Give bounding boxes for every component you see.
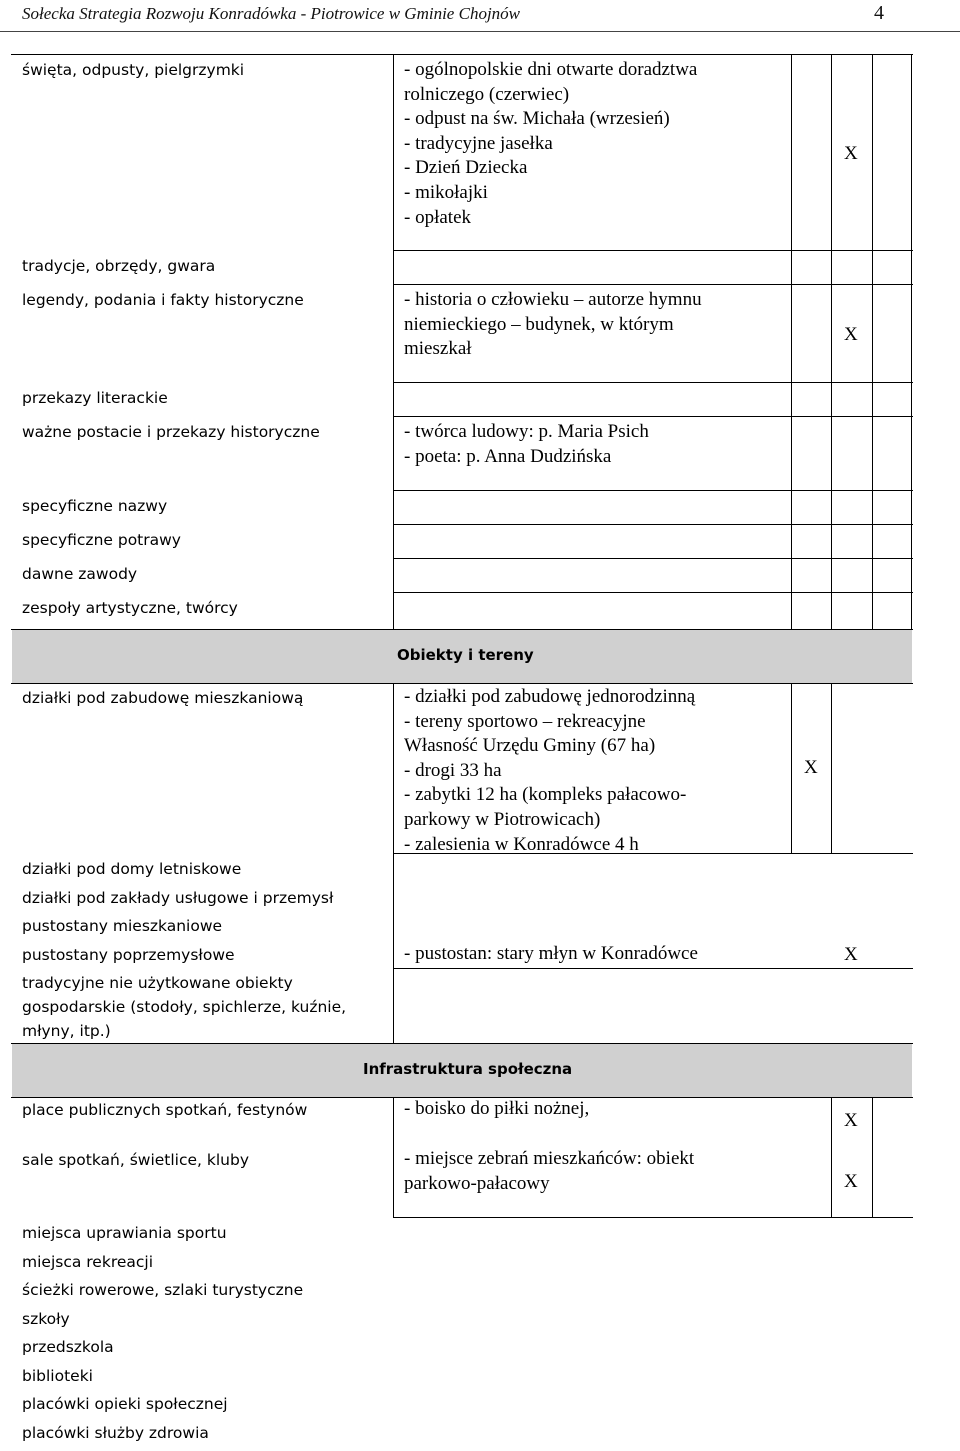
row-label: sale spotkań, świetlice, kluby	[22, 1151, 250, 1169]
row-label: przekazy literackie	[22, 389, 168, 407]
grid-line	[393, 592, 913, 593]
row-label: działki pod zabudowę mieszkaniową	[22, 689, 304, 707]
grid-line	[11, 683, 913, 684]
row-label: placówki opieki społecznej	[22, 1395, 228, 1413]
grid-line	[393, 683, 394, 1043]
row-label: legendy, podania i fakty historyczne	[22, 291, 304, 309]
row-label: zespoły artystyczne, twórcy	[22, 599, 238, 617]
row-label: ważne postacie i przekazy historyczne	[22, 423, 320, 441]
grid-line	[393, 250, 913, 251]
description-dzialki: - działki pod zabudowę jednorodzinną - tereny sportowo – rekreacyjne Własność Urzędu Gminy (67 ha) - drogi 33 ha - zabytki 12 ha (kompleks pałacowo- parkowy w Piotrowicach) - zalesienia w Konradówce 4 h	[404, 686, 696, 855]
grid-line	[11, 1043, 913, 1044]
grid-line	[872, 1097, 873, 1217]
grid-line	[393, 416, 913, 417]
row-label: święta, odpusty, pielgrzymki	[22, 61, 245, 79]
grid-line	[393, 284, 913, 285]
description-sale: - miejsce zebrań mieszkańców: obiekt parkowo-pałacowy	[404, 1148, 695, 1194]
description-pustostany: - pustostan: stary młyn w Konradówce	[404, 943, 698, 964]
grid-line	[393, 1217, 913, 1218]
row-label: pustostany mieszkaniowe	[22, 917, 223, 935]
grid-line	[831, 54, 832, 629]
row-label: placówki służby zdrowia	[22, 1424, 209, 1442]
description-swieta: - ogólnopolskie dni otwarte doradztwa rolniczego (czerwiec) - odpust na św. Michała (wrzesień) - tradycyjne jasełka - Dzień Dziecka - mikołajki - opłatek	[404, 59, 698, 228]
row-label: miejsca uprawiania sportu	[22, 1224, 227, 1242]
row-label: specyficzne nazwy	[22, 497, 168, 515]
section-title-objects: Obiekty i tereny	[397, 646, 534, 664]
x-mark: X	[844, 143, 858, 164]
grid-line	[393, 524, 913, 525]
grid-line	[791, 683, 792, 853]
x-mark: X	[844, 944, 858, 965]
row-label: biblioteki	[22, 1367, 93, 1385]
grid-line	[791, 54, 792, 629]
section-title-infra: Infrastruktura społeczna	[363, 1060, 573, 1078]
row-label: przedszkola	[22, 1338, 114, 1356]
grid-line	[393, 54, 394, 629]
grid-line	[393, 490, 913, 491]
grid-line	[11, 629, 913, 630]
grid-line	[393, 382, 913, 383]
row-label: szkoły	[22, 1310, 70, 1328]
grid-line	[831, 1097, 832, 1217]
grid-line	[393, 1097, 394, 1217]
x-mark: X	[844, 1110, 858, 1131]
row-label: ścieżki rowerowe, szlaki turystyczne	[22, 1281, 304, 1299]
description-place: - boisko do piłki nożnej,	[404, 1098, 590, 1119]
grid-line	[831, 683, 832, 853]
row-label: działki pod zakłady usługowe i przemysł	[22, 889, 334, 907]
row-label: specyficzne potrawy	[22, 531, 181, 549]
header-rule	[0, 31, 960, 32]
page-number: 4	[874, 2, 884, 24]
x-mark: X	[804, 757, 818, 778]
page-header-title: Sołecka Strategia Rozwoju Konradówka - Piotrowice w Gminie Chojnów	[22, 4, 521, 23]
row-label: gospodarskie (stodoły, spichlerze, kuźnie,	[22, 998, 347, 1016]
row-label: dawne zawody	[22, 565, 138, 583]
description-postacie: - twórca ludowy: p. Maria Psich - poeta: p. Anna Dudzińska	[404, 421, 649, 467]
row-label: tradycyjne nie użytkowane obiekty	[22, 974, 293, 992]
row-label: place publicznych spotkań, festynów	[22, 1101, 308, 1119]
grid-line	[393, 968, 913, 969]
row-label: tradycje, obrzędy, gwara	[22, 257, 216, 275]
grid-line	[11, 54, 913, 55]
row-label: pustostany poprzemysłowe	[22, 946, 235, 964]
grid-line	[393, 558, 913, 559]
grid-line	[872, 54, 873, 629]
x-mark: X	[844, 1171, 858, 1192]
row-label: miejsca rekreacji	[22, 1253, 154, 1271]
x-mark: X	[844, 324, 858, 345]
grid-line	[911, 54, 912, 629]
row-label: młyny, itp.)	[22, 1022, 111, 1040]
row-label: działki pod domy letniskowe	[22, 860, 242, 878]
description-legendy: - historia o człowieku – autorze hymnu niemieckiego – budynek, w którym mieszkał	[404, 289, 702, 360]
